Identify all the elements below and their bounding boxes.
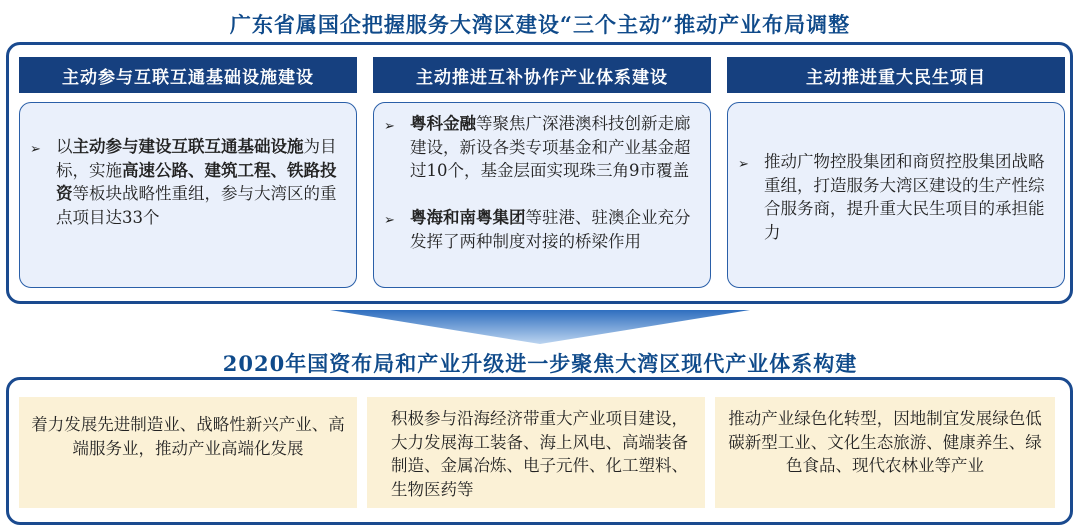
text-segment: 为目标，实施	[56, 137, 337, 180]
arrow-bullet-icon: ➢	[30, 142, 41, 157]
bullet-text	[764, 150, 1056, 244]
bold-text: 粤科金融	[410, 114, 476, 133]
bullet-text	[56, 135, 352, 229]
text-segment: 等板块战略性重组，参与大湾区的重点项目达33个	[56, 184, 337, 227]
bottom-title: 2020年国资布局和产业升级进一步聚焦大湾区现代产业体系构建	[222, 351, 858, 376]
panel-livelihood	[727, 102, 1065, 288]
text-segment: 等聚焦广深港澳科技创新走廊建设，新设各类专项基金和产业基金超过10个，基金层面实现珠三角9市覆盖	[410, 114, 691, 180]
bottom-panel-advanced-manufacturing: 着力发展先进制造业、战略性新兴产业、高端服务业，推动产业高端化发展	[19, 397, 357, 508]
arrow-bullet-icon: ➢	[738, 157, 749, 172]
bullet-text	[410, 206, 702, 253]
bold-text: 主动参与建设互联互通基础设施	[72, 137, 304, 156]
text-segment: 以	[56, 137, 73, 156]
panel-infrastructure	[19, 102, 357, 288]
panel-industry-system	[373, 102, 711, 288]
column-header-industry-system: 主动推进互补协作产业体系建设	[373, 57, 711, 93]
text-segment: 等驻港、驻澳企业充分发挥了两种制度对接的桥梁作用	[410, 208, 691, 251]
arrow-bullet-icon: ➢	[384, 213, 395, 228]
down-arrow-icon	[0, 308, 1080, 348]
column-header-infrastructure: 主动参与互联互通基础设施建设	[19, 57, 357, 93]
top-title: 广东省属国企把握服务大湾区建设“三个主动”推动产业布局调整	[229, 12, 851, 37]
bottom-panel-coastal-economy: 积极参与沿海经济带重大产业项目建设，大力发展海工装备、海上风电、高端装备制造、金属冶炼、电子元件、化工塑料、生物医药等	[367, 397, 705, 508]
column-header-livelihood: 主动推进重大民生项目	[727, 57, 1065, 93]
bullet-text	[410, 112, 702, 183]
bottom-panel-green-transformation: 推动产业绿色化转型，因地制宜发展绿色低碳新型工业、文化生态旅游、健康养生、绿色食品、现代农林业等产业	[715, 397, 1055, 508]
text-segment: 推动广物控股集团和商贸控股集团战略重组，打造服务大湾区建设的生产性综合服务商，提升重大民生项目的承担能力	[764, 152, 1045, 242]
bold-text: 高速公路、建筑工程、铁路投资	[56, 160, 337, 203]
arrow-bullet-icon: ➢	[384, 119, 395, 134]
bold-text: 粤海和南粤集团	[410, 208, 526, 227]
